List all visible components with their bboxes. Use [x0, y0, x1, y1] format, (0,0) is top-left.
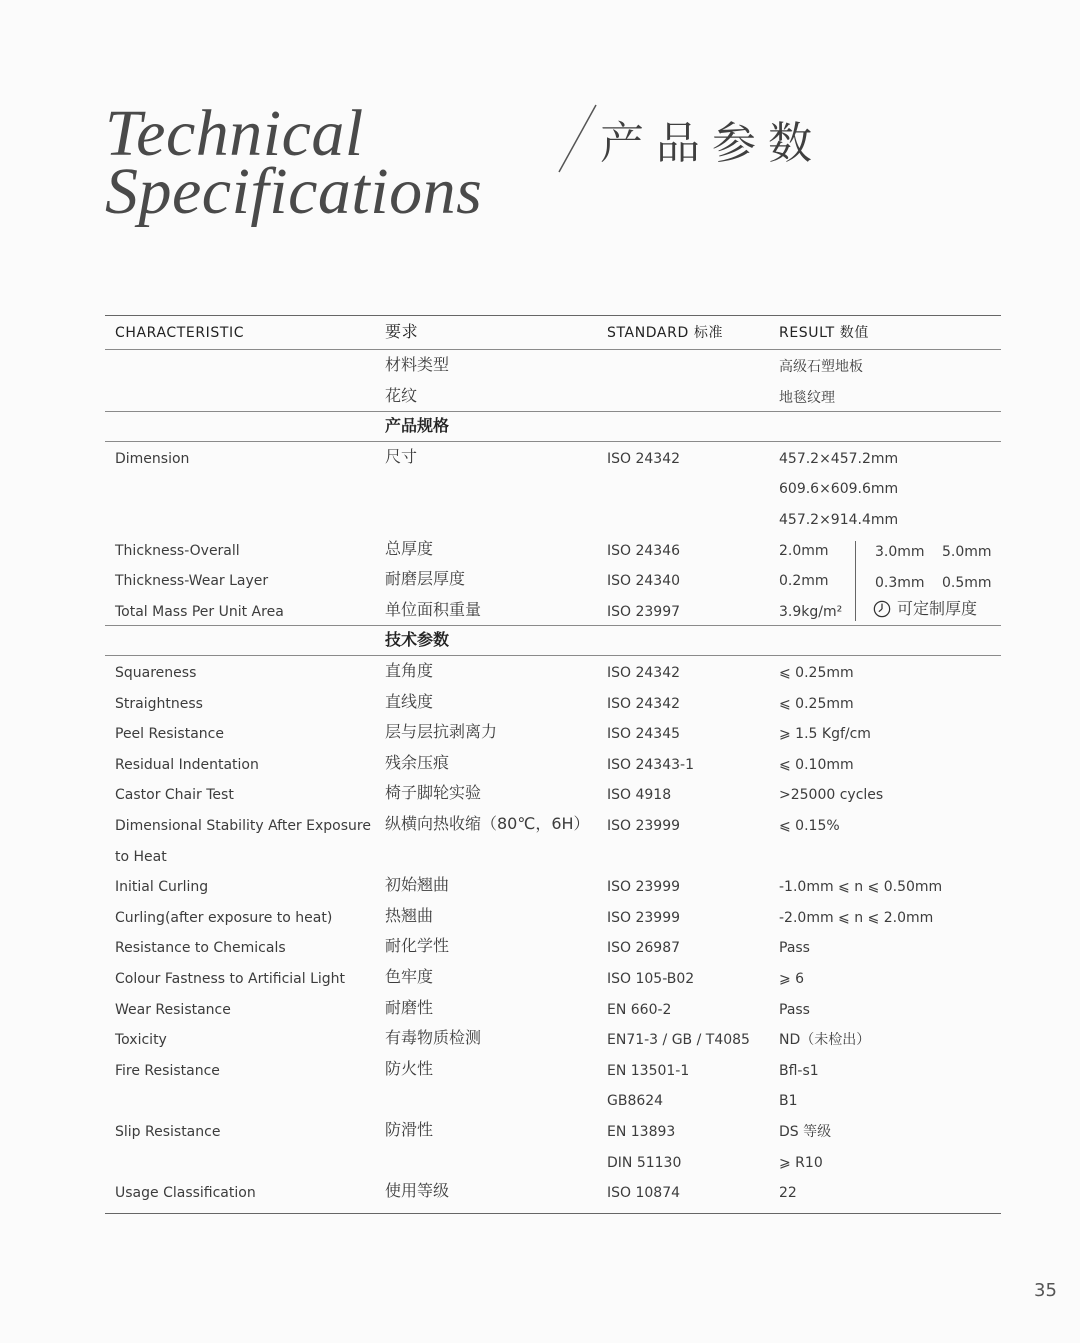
header-result: RESULT 数值	[779, 325, 869, 341]
requirement-cell: 直角度	[385, 661, 434, 680]
result-cell: ⩾ 1.5 Kgf/cm	[779, 726, 871, 743]
table-top-rule	[105, 315, 1001, 316]
standard-cell: ISO 105-B02	[607, 971, 695, 987]
result-cell: 高级石塑地板	[779, 359, 863, 375]
requirement-cell: 层与层抗剥离力	[385, 722, 498, 742]
characteristic-cell: Resistance to Chemicals	[115, 940, 286, 957]
section-rule-top	[105, 411, 1001, 412]
alt-overall-1: 3.0mm	[875, 544, 925, 560]
requirement-cell: 尺寸	[385, 446, 418, 466]
result-cell: Pass	[779, 1001, 810, 1018]
requirement-cell: 色牢度	[385, 967, 434, 986]
characteristic-cell: Toxicity	[115, 1032, 167, 1049]
requirement-cell: 初始翘曲	[385, 875, 450, 895]
characteristic-cell: Peel Resistance	[115, 726, 224, 743]
result-cell: Bfl-s1	[779, 1062, 819, 1079]
standard-cell: ISO 24342	[607, 665, 681, 681]
section-rule-bottom	[105, 441, 1001, 442]
requirement-cell: 防火性	[385, 1058, 434, 1078]
section-rule-top	[105, 625, 1001, 626]
requirement-cell: 椅子脚轮实验	[385, 783, 482, 803]
custom-thickness-label: 可定制厚度	[897, 599, 978, 618]
requirement-cell: 耐化学性	[385, 936, 450, 956]
result-cell: 457.2×457.2mm	[779, 450, 899, 467]
standard-cell: ISO 24343-1	[607, 756, 694, 773]
result-cell: ⩾ 6	[779, 971, 805, 987]
standard-cell: ISO 23999	[607, 818, 681, 834]
page-number: 35	[1034, 1280, 1057, 1301]
title-line-2: Specifications	[105, 155, 483, 228]
requirement-cell: 纵横向热收缩（80℃，6H）	[385, 814, 590, 833]
section-title: 技术参数	[385, 630, 450, 650]
result-cell: 22	[779, 1185, 797, 1202]
alt-thickness-divider	[855, 541, 856, 621]
standard-cell: ISO 24346	[607, 542, 681, 559]
slash-divider	[556, 104, 600, 174]
result-cell: -1.0mm ⩽ n ⩽ 0.50mm	[779, 879, 943, 896]
characteristic-cell: Dimensional Stability After Exposure	[115, 818, 371, 834]
title-line-1: Technical	[105, 97, 364, 170]
result-cell: ⩽ 0.10mm	[779, 756, 854, 773]
characteristic-cell: Curling(after exposure to heat)	[115, 909, 333, 926]
characteristic-cell: Squareness	[115, 665, 197, 681]
result-cell: 609.6×609.6mm	[779, 481, 899, 498]
standard-cell: ISO 24342	[607, 695, 681, 712]
requirement-cell: 有毒物质检测	[385, 1028, 482, 1048]
header-requirement: 要求	[385, 322, 419, 341]
standard-cell: ISO 10874	[607, 1185, 681, 1202]
result-cell: >25000 cycles	[779, 787, 884, 804]
characteristic-cell: to Heat	[115, 848, 167, 865]
characteristic-cell: Usage Classification	[115, 1185, 256, 1202]
requirement-cell: 花纹	[385, 385, 418, 405]
result-cell: B1	[779, 1093, 798, 1110]
standard-cell: ISO 4918	[607, 787, 672, 804]
result-cell: DS 等级	[779, 1124, 832, 1140]
alt-overall-2: 5.0mm	[942, 544, 992, 560]
result-cell: 0.2mm	[779, 573, 829, 590]
requirement-cell: 总厚度	[385, 538, 434, 558]
clock-icon	[873, 600, 891, 618]
title-chinese: 产品参数	[600, 118, 824, 169]
alt-wear-2: 0.5mm	[942, 575, 992, 591]
result-cell: ⩽ 0.15%	[779, 818, 840, 834]
standard-cell: ISO 24345	[607, 726, 681, 743]
requirement-cell: 使用等级	[385, 1181, 450, 1201]
standard-cell: ISO 23997	[607, 603, 681, 620]
standard-cell: EN 660-2	[607, 1001, 672, 1018]
standard-cell: ISO 23999	[607, 909, 681, 926]
result-cell: 3.9kg/m²	[779, 603, 843, 620]
result-cell: 457.2×914.4mm	[779, 512, 899, 528]
standard-cell: ISO 26987	[607, 940, 681, 957]
result-cell: ⩽ 0.25mm	[779, 695, 854, 712]
characteristic-cell: Castor Chair Test	[115, 787, 234, 804]
standard-cell: EN71-3 / GB / T4085	[607, 1032, 750, 1049]
custom-thickness-note	[873, 599, 977, 619]
result-cell: Pass	[779, 940, 810, 957]
header-rule	[105, 349, 1001, 350]
characteristic-cell: Initial Curling	[115, 879, 209, 896]
title-english	[105, 97, 483, 228]
characteristic-cell: Wear Resistance	[115, 1001, 231, 1018]
result-cell: ⩽ 0.25mm	[779, 665, 854, 681]
characteristic-cell: Colour Fastness to Artificial Light	[115, 971, 346, 987]
standard-cell: DIN 51130	[607, 1154, 682, 1171]
standard-cell: EN 13893	[607, 1124, 676, 1140]
characteristic-cell: Straightness	[115, 695, 203, 712]
result-cell: 2.0mm	[779, 542, 829, 559]
result-cell: 地毯纹理	[779, 389, 835, 406]
header-characteristic: CHARACTERISTIC	[115, 325, 245, 341]
requirement-cell: 单位面积重量	[385, 599, 482, 619]
result-cell: ND（未检出）	[779, 1032, 871, 1049]
table-bottom-rule	[105, 1213, 1001, 1214]
requirement-cell: 直线度	[385, 691, 434, 711]
standard-cell: GB8624	[607, 1093, 664, 1110]
standard-cell: ISO 24342	[607, 450, 681, 467]
characteristic-cell: Fire Resistance	[115, 1062, 220, 1079]
requirement-cell: 防滑性	[385, 1120, 434, 1139]
header-standard: STANDARD 标准	[607, 325, 724, 341]
result-cell: -2.0mm ⩽ n ⩽ 2.0mm	[779, 909, 934, 926]
standard-cell: EN 13501-1	[607, 1062, 690, 1079]
section-title: 产品规格	[385, 416, 450, 436]
characteristic-cell: Slip Resistance	[115, 1124, 221, 1140]
standard-cell: ISO 24340	[607, 573, 681, 590]
standard-cell: ISO 23999	[607, 879, 681, 896]
requirement-cell: 热翘曲	[385, 905, 434, 925]
characteristic-cell: Thickness-Wear Layer	[115, 573, 269, 590]
requirement-cell: 残余压痕	[385, 752, 450, 772]
requirement-cell: 材料类型	[385, 355, 450, 374]
section-rule-bottom	[105, 655, 1001, 656]
result-cell: ⩾ R10	[779, 1154, 823, 1171]
alt-wear-1: 0.3mm	[875, 575, 925, 591]
characteristic-cell: Total Mass Per Unit Area	[115, 603, 284, 620]
requirement-cell: 耐磨层厚度	[385, 569, 466, 589]
characteristic-cell: Residual Indentation	[115, 756, 259, 773]
characteristic-cell: Thickness-Overall	[115, 542, 240, 559]
characteristic-cell: Dimension	[115, 450, 190, 467]
requirement-cell: 耐磨性	[385, 997, 434, 1017]
